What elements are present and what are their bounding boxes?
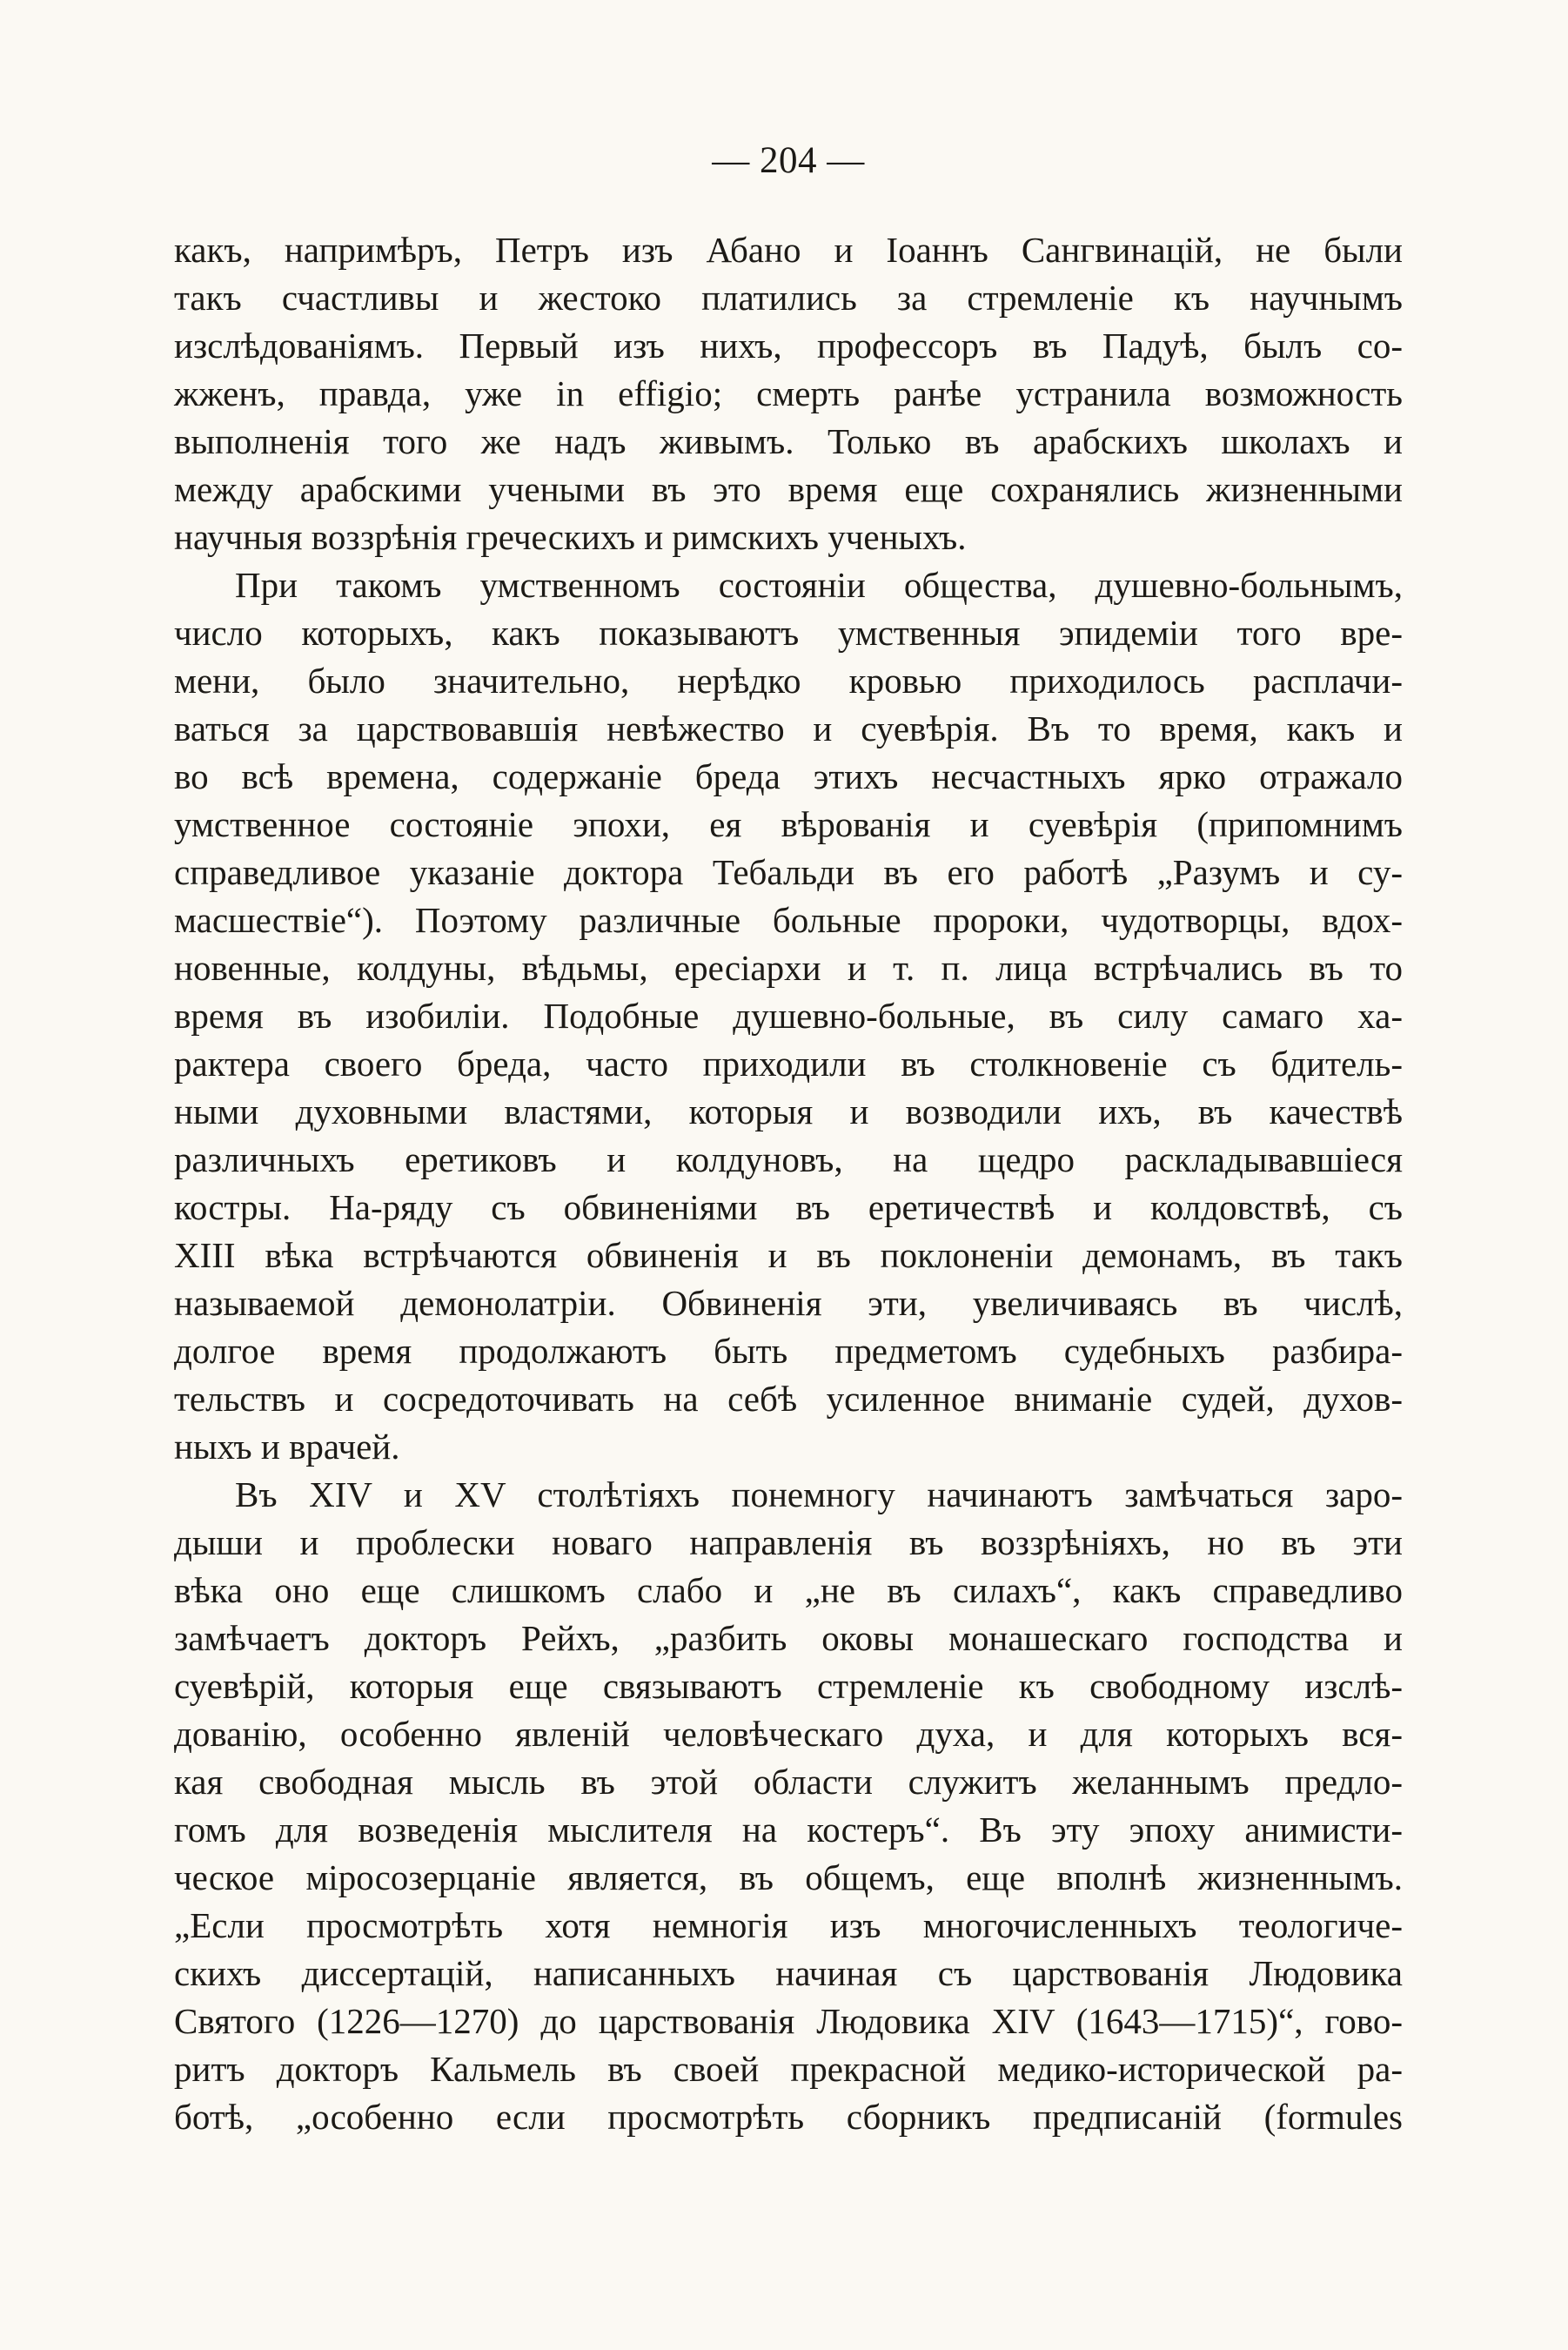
- text-line: такъ счастливы и жестоко платились за стремленіе къ научнымъ: [174, 278, 1403, 318]
- text-line: рактера своего бреда, часто приходили въ столкновеніе съ бдитель-: [174, 1044, 1403, 1084]
- text-line: XIII вѣка встрѣчаются обвиненія и въ поклоненіи демонамъ, въ такъ: [174, 1235, 1403, 1275]
- paragraph: [174, 561, 1403, 1471]
- text-line: различныхъ еретиковъ и колдуновъ, на щедро раскладывавшіеся: [174, 1139, 1403, 1179]
- text-line: изслѣдованіямъ. Первый изъ нихъ, профессоръ въ Падуѣ, былъ со-: [174, 326, 1403, 366]
- page-number: — 204 —: [712, 140, 865, 181]
- text-line: „Если просмотрѣть хотя немногія изъ многочисленныхъ теологиче-: [174, 1905, 1403, 1945]
- text-line: гомъ для возведенія мыслителя на костеръ“. Въ эту эпоху анимисти-: [174, 1810, 1403, 1850]
- text-line: научныя воззрѣнія греческихъ и римскихъ ученыхъ.: [174, 517, 967, 557]
- text-line: жженъ, правда, уже in effigio; смерть ранѣе устранила возможность: [174, 373, 1403, 413]
- text-line: долгое время продолжаютъ быть предметомъ судебныхъ разбира-: [174, 1331, 1403, 1371]
- text-line: дыши и проблески новаго направленія въ воззрѣніяхъ, но въ эти: [174, 1522, 1403, 1562]
- text-line: ваться за царствовавшія невѣжество и суевѣрія. Въ то время, какъ и: [174, 708, 1403, 749]
- text-line: мени, было значительно, нерѣдко кровью приходилось расплачи-: [174, 661, 1403, 701]
- text-line: Святого (1226—1270) до царствованія Людовика XIV (1643—1715)“, гово-: [174, 2001, 1403, 2041]
- text-line: скихъ диссертацій, написанныхъ начиная съ царствованія Людовика: [174, 1953, 1403, 1993]
- text-line: число которыхъ, какъ показываютъ умственныя эпидеміи того вре-: [174, 613, 1403, 653]
- text-line: При такомъ умственномъ состояніи общества, душевно-больнымъ,: [235, 565, 1403, 605]
- text-line: суевѣрій, которыя еще связываютъ стремленіе къ свободному изслѣ-: [174, 1666, 1403, 1706]
- text-line: умственное состояніе эпохи, ея вѣрованія и суевѣрія (припомнимъ: [174, 804, 1403, 844]
- text-line: костры. На-ряду съ обвиненіями въ еретичествѣ и колдовствѣ, съ: [174, 1187, 1403, 1227]
- text-line: замѣчаетъ докторъ Рейхъ, „разбить оковы монашескаго господства и: [174, 1618, 1403, 1658]
- text-line: ботѣ, „особенно если просмотрѣть сборникъ предписаній (formules: [174, 2097, 1403, 2137]
- paragraph: [174, 1471, 1403, 2141]
- text-line: вѣка оно еще слишкомъ слабо и „не въ силахъ“, какъ справедливо: [174, 1570, 1403, 1610]
- text-line: выполненія того же надъ живымъ. Только въ арабскихъ школахъ и: [174, 421, 1403, 461]
- text-line: дованію, особенно явленій человѣческаго духа, и для которыхъ вся-: [174, 1714, 1403, 1754]
- text-line: кая свободная мысль въ этой области служитъ желаннымъ предло-: [174, 1762, 1403, 1802]
- text-line: Въ XIV и XV столѣтіяхъ понемногу начинаютъ замѣчаться заро-: [235, 1474, 1403, 1514]
- text-line: ческое міросозерцаніе является, въ общемъ, еще вполнѣ жизненнымъ.: [174, 1857, 1403, 1897]
- body-text: [174, 226, 1403, 2141]
- text-line: какъ, напримѣръ, Петръ изъ Абано и Іоаннъ Сангвинацій, не были: [174, 230, 1403, 270]
- text-line: ныхъ и врачей.: [174, 1427, 400, 1467]
- text-line: тельствъ и сосредоточивать на себѣ усиленное вниманіе судей, духов-: [174, 1379, 1403, 1419]
- text-line: масшествіе“). Поэтому различные больные пророки, чудотворцы, вдох-: [174, 900, 1403, 940]
- text-line: справедливое указаніе доктора Тебальди въ его работѣ „Разумъ и су-: [174, 852, 1403, 892]
- text-line: между арабскими учеными въ это время еще сохранялись жизненными: [174, 469, 1403, 509]
- paragraph: [174, 226, 1403, 561]
- text-line: называемой демонолатріи. Обвиненія эти, увеличиваясь въ числѣ,: [174, 1283, 1403, 1323]
- text-line: во всѣ времена, содержаніе бреда этихъ несчастныхъ ярко отражало: [174, 756, 1403, 796]
- text-line: время въ изобиліи. Подобные душевно-больные, въ силу самаго ха-: [174, 996, 1403, 1036]
- text-line: ными духовными властями, которыя и возводили ихъ, въ качествѣ: [174, 1091, 1403, 1131]
- text-line: ритъ докторъ Кальмель въ своей прекрасной медико-исторической ра-: [174, 2049, 1403, 2089]
- text-line: новенные, колдуны, вѣдьмы, ересіархи и т. п. лица встрѣчались въ то: [174, 948, 1403, 988]
